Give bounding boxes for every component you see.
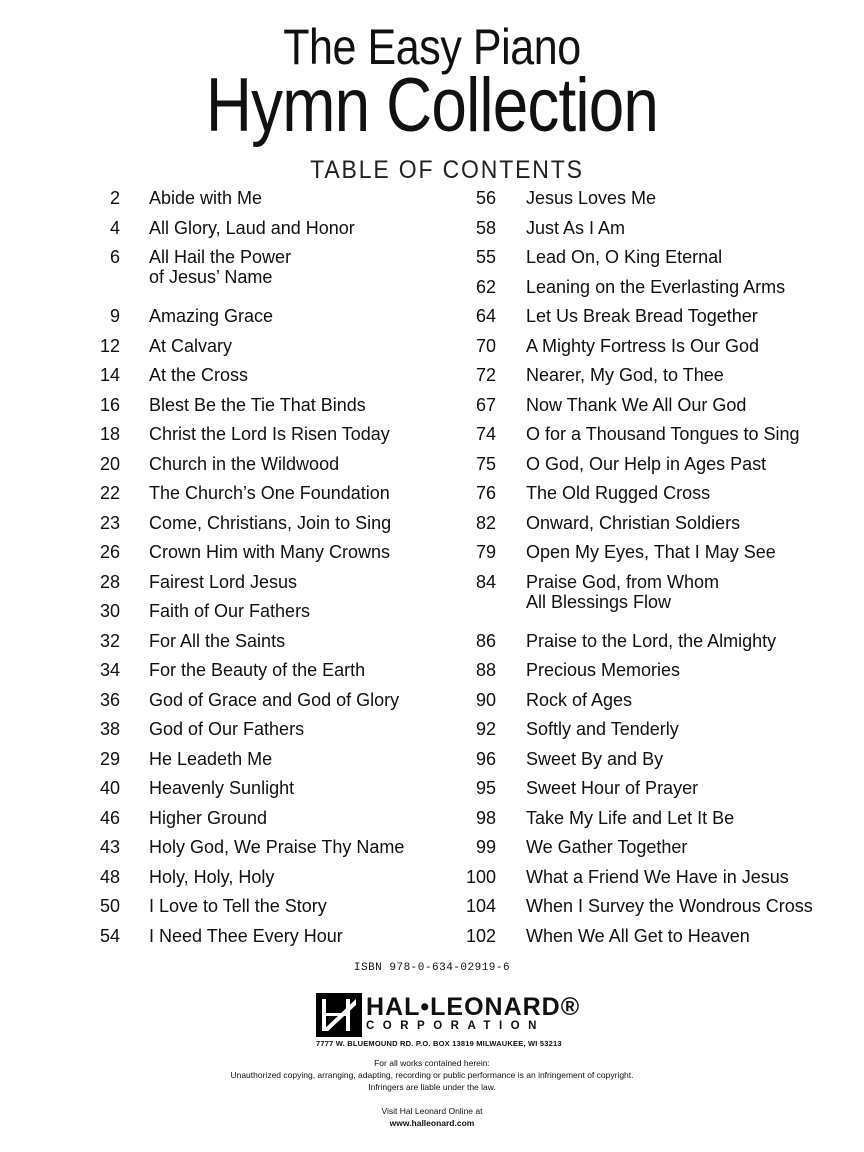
toc-page-number: 28 [99,571,120,592]
toc-entry [70,778,460,808]
publisher-logo [316,993,581,1053]
toc-entry [447,572,847,631]
toc-page-number: 98 [475,807,496,828]
toc-entry [447,542,847,572]
toc-page-number: 48 [99,866,120,887]
toc-entry [447,867,847,897]
toc-hymn-title: Let Us Break Bread Together [526,306,758,326]
toc-page-number: 34 [99,660,120,680]
toc-hymn-title: The Church’s One Foundation [149,483,390,503]
toc-entry [70,218,460,248]
toc-hymn-title: Now Thank We All Our God [526,394,747,415]
toc-page-number: 32 [99,630,120,651]
toc-hymn-title: Abide with Me [149,188,263,208]
toc-entry [447,660,847,690]
toc-page-number: 95 [475,778,496,798]
copyright-notice [0,1057,864,1093]
toc-hymn-title: O for a Thousand Tongues to Sing [526,424,800,444]
toc-entry [447,277,847,307]
toc-entry [70,365,460,395]
toc-entry [70,631,460,661]
toc-page-number: 72 [475,365,496,385]
toc-entry [447,631,847,661]
toc-entry [70,542,460,572]
toc-page-number: 6 [109,247,120,267]
toc-hymn-title: Nearer, My God, to Thee [526,365,724,385]
toc-hymn-title: I Love to Tell the Story [149,896,327,916]
toc-entry [70,572,460,602]
toc-entry [447,306,847,336]
toc-entry [70,896,460,926]
toc-hymn-title: Rock of Ages [526,689,633,710]
toc-page-number: 100 [465,866,496,887]
toc-entry [447,247,847,277]
toc-page-number: 54 [99,925,120,946]
toc-entry [447,749,847,779]
toc-hymn-title: Softly and Tenderly [526,719,679,739]
toc-entry [447,336,847,366]
toc-page-number: 23 [99,512,120,533]
toc-hymn-title: Praise God, from Whom All Blessings Flow [526,571,720,612]
toc-page-number: 84 [475,571,496,592]
toc-page-number: 102 [465,925,496,946]
toc-page-number: 9 [109,306,120,326]
toc-hymn-title: All Hail the Power of Jesus’ Name [149,247,292,287]
toc-page-number: 96 [475,748,496,769]
isbn: ISBN 978-0-634-02919-6 [353,962,511,974]
toc-entry [447,424,847,454]
toc-hymn-title: Onward, Christian Soldiers [526,512,741,533]
toc-page-number: 88 [475,660,496,680]
publisher-address: 7777 W. BLUEMOUND RD. P.O. BOX 13819 MILWAUKEE, WI 53213 [316,1039,562,1048]
toc-page-number: 18 [99,424,120,444]
toc-entry [447,188,847,218]
toc-hymn-title: He Leadeth Me [149,748,273,769]
toc-hymn-title: Faith of Our Fathers [149,601,311,621]
toc-hymn-title: For All the Saints [149,630,286,651]
toc-hymn-title: What a Friend We Have in Jesus [526,866,789,887]
toc-hymn-title: Holy, Holy, Holy [149,866,275,887]
toc-page-number: 64 [475,306,496,326]
toc-page-number: 22 [99,483,120,503]
toc-entry [447,896,847,926]
toc-hymn-title: At Calvary [149,335,233,356]
toc-hymn-title: We Gather Together [526,837,688,857]
toc-hymn-title: Lead On, O King Eternal [526,247,723,267]
toc-entry [70,306,460,336]
toc-hymn-title: Open My Eyes, That I May See [526,542,776,562]
toc-page-number: 67 [475,394,496,415]
toc-entry [447,218,847,248]
toc-page-number: 75 [475,453,496,474]
toc-hymn-title: Come, Christians, Join to Sing [149,512,392,533]
toc-hymn-title: Jesus Loves Me [526,188,657,208]
toc-page-number: 12 [99,335,120,356]
toc-entry [70,867,460,897]
toc-page-number: 62 [475,276,496,297]
toc-hymn-title: God of Our Fathers [149,719,305,739]
toc-hymn-title: A Mighty Fortress Is Our God [526,335,760,356]
toc-entry [70,601,460,631]
toc-page-number: 86 [475,630,496,651]
publisher-sub: CORPORATION [366,1020,545,1032]
toc-entry [70,188,460,218]
toc-entry [447,926,847,956]
toc-column-left [70,188,460,955]
toc-page-number: 16 [99,394,120,415]
toc-page-number: 58 [475,217,496,238]
toc-hymn-title: O God, Our Help in Ages Past [526,453,767,474]
toc-page-number: 70 [475,335,496,356]
toc-hymn-title: Precious Memories [526,660,681,680]
toc-entry [70,395,460,425]
toc-page-number: 104 [465,896,496,916]
toc-entry [70,454,460,484]
legal-line-1: For all works contained herein: [374,1058,490,1068]
toc-hymn-title: Heavenly Sunlight [149,778,295,798]
toc-page-number: 46 [99,807,120,828]
toc-entry [447,778,847,808]
book-title-line2: Hymn Collection [205,63,659,148]
toc-page-number: 14 [99,365,120,385]
toc-entry [447,365,847,395]
toc-page-number: 2 [109,188,120,208]
toc-page-number: 26 [99,542,120,562]
toc-page-number: 38 [99,719,120,739]
toc-entry [447,513,847,543]
toc-entry [70,719,460,749]
toc-hymn-title: When We All Get to Heaven [526,925,750,946]
toc-page-number: 99 [475,837,496,857]
toc-hymn-title: Christ the Lord Is Risen Today [149,424,390,444]
toc-hymn-title: The Old Rugged Cross [526,483,711,503]
publisher-name: HAL•LEONARD® [366,993,581,1021]
toc-page-number: 29 [99,748,120,769]
toc-entry [70,690,460,720]
toc-page-number: 4 [109,217,120,238]
toc-hymn-title: Church in the Wildwood [149,453,340,474]
toc-hymn-title: Crown Him with Many Crowns [149,542,391,562]
toc-hymn-title: Blest Be the Tie That Binds [149,394,366,415]
toc-entry [70,926,460,956]
toc-entry [70,837,460,867]
toc-entry [70,336,460,366]
toc-entry [70,483,460,513]
toc-page-number: 56 [475,188,496,208]
toc-hymn-title: Sweet Hour of Prayer [526,778,699,798]
legal-line-3: Infringers are liable under the law. [368,1082,496,1092]
toc-hymn-title: For the Beauty of the Earth [149,660,366,680]
toc-page-number: 30 [99,601,120,621]
toc-page-number: 92 [475,719,496,739]
toc-page-number: 82 [475,512,496,533]
book-title-line1: The Easy Piano [283,19,581,75]
toc-hymn-title: Just As I Am [526,217,626,238]
toc-entry [447,837,847,867]
website-link[interactable]: www.halleonard.com [389,1118,475,1128]
toc-hymn-title: Holy God, We Praise Thy Name [149,837,405,857]
toc-page-number: 55 [475,247,496,267]
toc-page-number: 79 [475,542,496,562]
toc-heading: TABLE OF CONTENTS [310,156,584,184]
toc-entry [447,395,847,425]
toc-hymn-title: All Glory, Laud and Honor [149,217,355,238]
toc-hymn-title: I Need Thee Every Hour [149,925,343,946]
website-notice [0,1105,864,1129]
toc-entry [447,808,847,838]
toc-hymn-title: Leaning on the Everlasting Arms [526,276,786,297]
toc-hymn-title: Take My Life and Let It Be [526,807,735,828]
toc-page-number: 90 [475,689,496,710]
legal-line-2: Unauthorized copying, arranging, adapting, recording or public performance is an infringement of copyright. [230,1070,634,1080]
toc-entry [70,513,460,543]
toc-hymn-title: Praise to the Lord, the Almighty [526,630,777,651]
visit-line: Visit Hal Leonard Online at [381,1106,483,1116]
toc-page-number: 20 [99,453,120,474]
toc-entry [70,749,460,779]
toc-entry [70,424,460,454]
hal-leonard-logo-icon [316,993,362,1037]
toc-entry [70,808,460,838]
toc-entry [447,454,847,484]
toc-page-number: 36 [99,689,120,710]
toc-hymn-title: At the Cross [149,365,249,385]
toc-page-number: 76 [475,483,496,503]
toc-hymn-title: When I Survey the Wondrous Cross [526,896,813,916]
toc-hymn-title: Sweet By and By [526,748,664,769]
toc-page-number: 74 [475,424,496,444]
toc-page-number: 43 [99,837,120,857]
toc-page-number: 50 [99,896,120,916]
toc-hymn-title: Higher Ground [149,807,268,828]
toc-entry [447,719,847,749]
toc-page-number: 40 [99,778,120,798]
toc-column-right [447,188,847,955]
toc-hymn-title: Fairest Lord Jesus [149,571,298,592]
toc-entry [70,247,460,306]
toc-entry [447,690,847,720]
toc-entry [447,483,847,513]
toc-hymn-title: Amazing Grace [149,306,274,326]
toc-hymn-title: God of Grace and God of Glory [149,689,400,710]
toc-entry [70,660,460,690]
